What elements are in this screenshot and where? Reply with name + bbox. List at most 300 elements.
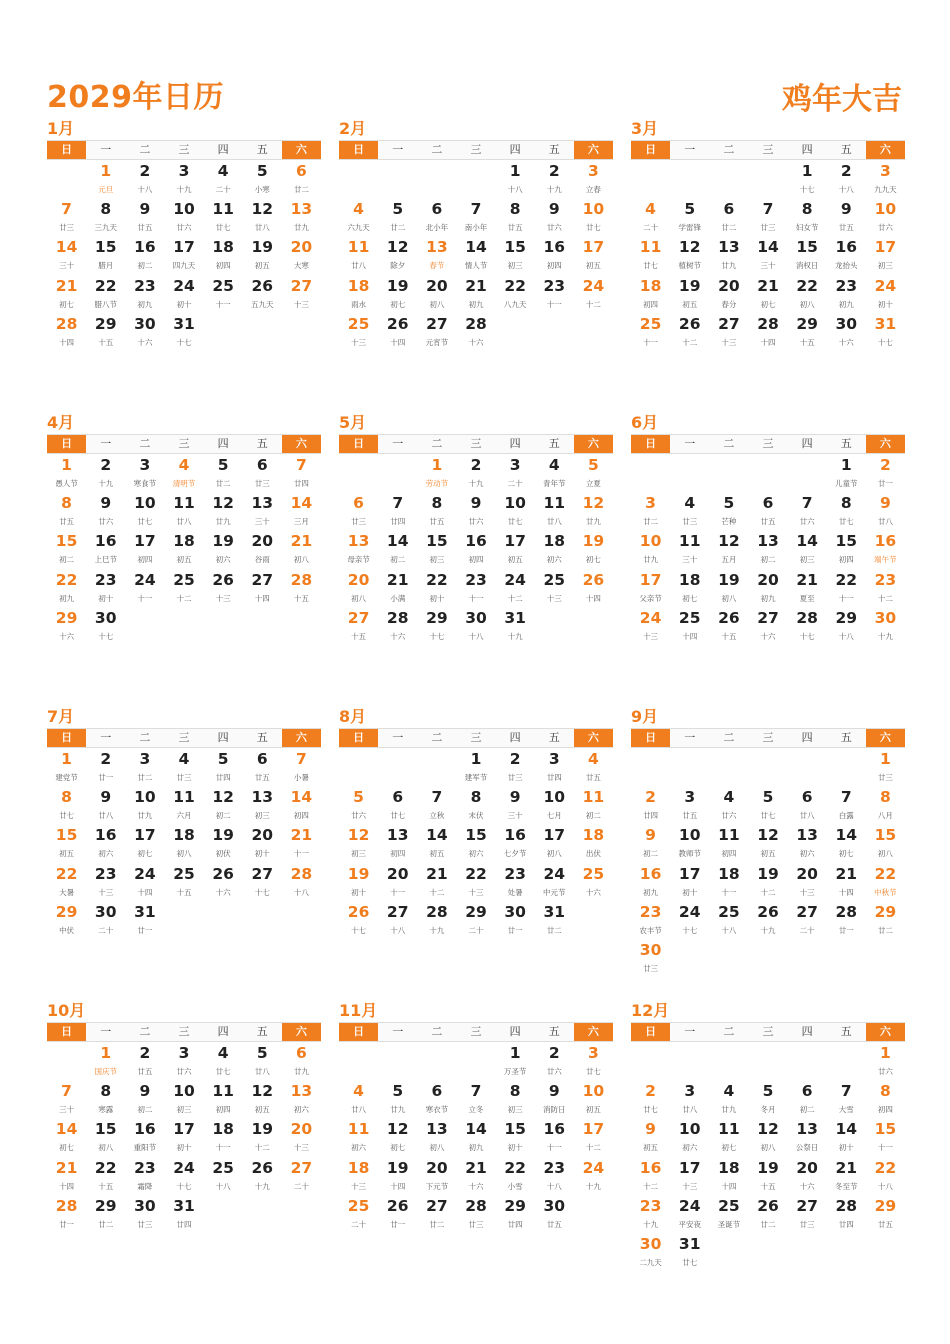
lunar-label: 初三 (429, 555, 445, 565)
lunar-label: 十七 (429, 631, 445, 641)
lunar-label: 廿六 (176, 1067, 192, 1076)
lunar-label: 初七 (585, 555, 601, 565)
day-number: 20 (290, 1120, 313, 1139)
day-cell (339, 786, 378, 824)
day-cell (748, 569, 787, 607)
day-cell (866, 1195, 905, 1233)
lunar-label: 寒衣节 (425, 1105, 449, 1115)
day-number: 25 (173, 570, 195, 589)
day-cell (496, 236, 535, 274)
day-cell (827, 236, 866, 274)
lunar-label: 初二 (137, 1105, 153, 1115)
day-number: 28 (796, 608, 818, 627)
lunar-label: 小寒 (254, 185, 270, 194)
day-cell (788, 275, 827, 313)
day-cell (535, 569, 574, 607)
day-cell (574, 454, 613, 492)
day-number: 6 (392, 788, 404, 807)
day-cell (378, 530, 417, 568)
day-number: 29 (874, 902, 897, 921)
weekday-label: 五 (256, 731, 268, 744)
weekday-label: 一 (100, 731, 112, 744)
day-cell (535, 748, 574, 786)
lunar-label: 十八 (877, 1181, 893, 1191)
day-number: 22 (835, 570, 858, 589)
day-number: 7 (61, 1082, 72, 1101)
lunar-label: 妇女节 (795, 223, 819, 233)
lunar-label: 廿七 (390, 811, 406, 821)
lunar-label: 初七 (390, 1143, 406, 1153)
day-number: 17 (582, 238, 605, 257)
day-cell (378, 863, 417, 901)
weekday-label: 三 (762, 437, 774, 450)
lunar-label: 小满 (390, 593, 406, 603)
empty-cell (709, 748, 748, 786)
day-number: 1 (509, 162, 521, 180)
day-cell (456, 236, 495, 274)
lunar-label: 十六 (585, 887, 601, 897)
day-cell (417, 1080, 456, 1118)
day-cell (631, 901, 670, 939)
lunar-label: 十六 (760, 631, 776, 641)
day-number: 7 (762, 200, 774, 219)
lunar-label: 廿七 (59, 811, 75, 821)
day-cell (204, 198, 243, 236)
day-number: 17 (173, 238, 195, 257)
day-cell (496, 275, 535, 313)
day-cell (378, 313, 417, 351)
month-block (339, 412, 613, 645)
day-cell (670, 1157, 709, 1195)
day-cell (827, 1118, 866, 1156)
day-number: 23 (94, 570, 117, 589)
day-number: 7 (296, 750, 307, 768)
day-cell (47, 863, 86, 901)
lunar-label: 初三 (507, 1105, 523, 1115)
weekday-label: 三 (762, 143, 774, 156)
day-number: 26 (718, 608, 740, 627)
day-number: 4 (353, 200, 364, 219)
lunar-label: 十九 (507, 631, 523, 641)
lunar-label: 初七 (838, 849, 854, 859)
day-cell (204, 236, 243, 274)
day-number: 13 (251, 494, 274, 513)
day-number: 28 (835, 1196, 858, 1215)
day-cell (788, 492, 827, 530)
month-title: 1月 (47, 119, 75, 138)
lunar-label: 三十 (59, 261, 75, 271)
lunar-label: 处暑 (507, 887, 523, 897)
day-cell (282, 454, 321, 492)
day-number: 9 (880, 494, 891, 513)
month-block (339, 118, 613, 351)
day-cell (339, 824, 378, 862)
day-cell (47, 1195, 86, 1233)
lunar-label: 十一 (546, 299, 562, 309)
day-cell (456, 275, 495, 313)
day-number: 18 (173, 532, 195, 551)
lunar-label: 十九 (546, 185, 562, 194)
day-grid (631, 1042, 905, 1271)
lunar-label: 消权日 (795, 261, 819, 271)
day-cell (709, 1157, 748, 1195)
empty-cell (709, 1042, 748, 1080)
day-cell (709, 530, 748, 568)
empty-cell (788, 454, 827, 492)
day-number: 3 (178, 1044, 190, 1062)
month-block (631, 706, 905, 977)
day-cell (339, 275, 378, 313)
day-cell (456, 901, 495, 939)
weekday-header (631, 1022, 905, 1042)
lunar-label: 十八 (838, 631, 854, 641)
day-cell (670, 863, 709, 901)
weekday-label: 六 (574, 729, 613, 747)
day-number: 22 (504, 1158, 526, 1177)
day-cell (574, 1080, 613, 1118)
day-number: 10 (173, 1082, 195, 1101)
lunar-label: 廿二 (546, 925, 562, 935)
lunar-label: 十五 (98, 1181, 114, 1191)
month-title: 8月 (339, 707, 367, 726)
day-number: 27 (796, 1196, 818, 1215)
day-cell (748, 607, 787, 645)
day-cell (243, 824, 282, 862)
day-number: 1 (61, 456, 72, 474)
lunar-label: 十四 (390, 1181, 406, 1191)
lunar-label: 廿五 (838, 223, 854, 233)
day-number: 18 (582, 826, 605, 845)
day-number: 27 (386, 902, 409, 921)
day-cell (709, 492, 748, 530)
day-number: 18 (212, 238, 234, 257)
day-cell (417, 236, 456, 274)
day-number: 27 (290, 1158, 313, 1177)
day-cell (574, 863, 613, 901)
lunar-label: 下元节 (425, 1181, 449, 1191)
weekday-header (47, 728, 321, 748)
day-number: 14 (835, 826, 858, 845)
weekday-label: 六 (866, 141, 905, 159)
day-number: 23 (134, 1158, 156, 1177)
day-cell (456, 313, 495, 351)
lunar-label: 三十 (254, 517, 270, 527)
lunar-label: 三十 (507, 811, 523, 821)
day-number: 7 (61, 200, 72, 219)
lunar-label: 十六 (838, 337, 854, 347)
day-number: 7 (470, 200, 482, 219)
day-cell (86, 901, 125, 939)
day-cell (456, 607, 495, 645)
lunar-label: 廿九 (585, 517, 601, 527)
day-cell (574, 1042, 613, 1080)
day-number: 17 (134, 532, 156, 551)
day-number: 1 (470, 750, 482, 768)
day-cell (709, 569, 748, 607)
day-number: 11 (212, 200, 234, 219)
lunar-label: 端午节 (874, 555, 897, 565)
day-number: 9 (645, 1120, 656, 1139)
day-cell (827, 863, 866, 901)
lunar-label: 廿三 (799, 1219, 815, 1229)
lunar-label: 初四 (137, 555, 153, 565)
day-cell (282, 1042, 321, 1080)
empty-cell (670, 160, 709, 198)
lunar-label: 愚人节 (55, 479, 78, 488)
day-number: 31 (134, 902, 156, 921)
lunar-label: 廿六 (468, 517, 484, 527)
day-number: 20 (426, 1158, 448, 1177)
day-cell (709, 236, 748, 274)
day-grid (631, 748, 905, 977)
day-cell (339, 607, 378, 645)
day-number: 3 (139, 456, 151, 474)
day-number: 5 (217, 750, 229, 768)
lunar-label: 廿三 (351, 517, 367, 527)
lunar-label: 十六 (390, 631, 406, 641)
weekday-label: 日 (47, 1023, 86, 1041)
day-cell (788, 198, 827, 236)
day-cell (86, 1195, 125, 1233)
day-cell (86, 1118, 125, 1156)
day-cell (339, 569, 378, 607)
day-cell (417, 1157, 456, 1195)
month-title: 10月 (47, 1001, 86, 1020)
day-grid (339, 748, 613, 939)
day-cell (164, 198, 203, 236)
weekday-label: 五 (256, 437, 268, 450)
lunar-label: 廿九 (293, 223, 309, 233)
day-number: 21 (796, 570, 818, 589)
day-number: 24 (582, 1158, 605, 1177)
lunar-label: 十九 (468, 479, 484, 488)
day-cell (670, 901, 709, 939)
day-cell (378, 901, 417, 939)
day-cell (866, 863, 905, 901)
day-number: 21 (465, 276, 487, 295)
day-cell (866, 786, 905, 824)
lunar-label: 廿七 (585, 223, 601, 233)
day-number: 8 (100, 200, 112, 219)
lunar-label: 初二 (215, 811, 231, 821)
day-cell (631, 1157, 670, 1195)
day-cell (827, 313, 866, 351)
weekday-label: 三 (178, 143, 190, 156)
lunar-label: 元旦 (98, 185, 114, 194)
day-number: 22 (55, 864, 78, 883)
day-cell (670, 530, 709, 568)
lunar-label: 初二 (59, 555, 75, 565)
day-cell (631, 198, 670, 236)
day-cell (282, 198, 321, 236)
empty-cell (827, 1042, 866, 1080)
day-number: 6 (296, 1044, 307, 1062)
day-cell (243, 198, 282, 236)
day-number: 28 (835, 902, 858, 921)
day-cell (866, 901, 905, 939)
day-number: 11 (173, 494, 195, 513)
lunar-label: 万圣节 (503, 1067, 527, 1076)
lunar-label: 十一 (215, 299, 231, 309)
day-number: 11 (718, 826, 740, 845)
lunar-label: 廿四 (293, 479, 309, 488)
day-cell (125, 275, 164, 313)
lunar-label: 初四 (877, 1105, 893, 1115)
lunar-label: 廿九 (721, 261, 737, 271)
lunar-label: 廿七 (838, 517, 854, 527)
lunar-label: 二十 (468, 925, 484, 935)
day-number: 5 (762, 788, 774, 807)
lunar-label: 十八 (721, 925, 737, 935)
day-cell (417, 1118, 456, 1156)
day-cell (125, 236, 164, 274)
lunar-label: 十二 (507, 593, 523, 603)
day-cell (243, 786, 282, 824)
lunar-label: 初九 (643, 887, 659, 897)
lunar-label: 廿五 (760, 517, 776, 527)
day-cell (417, 786, 456, 824)
lunar-label: 小暑 (293, 773, 309, 782)
day-number: 3 (588, 1044, 599, 1062)
day-cell (456, 454, 495, 492)
lunar-label: 廿三 (877, 773, 893, 782)
day-cell (827, 786, 866, 824)
lunar-label: 廿一 (390, 1219, 406, 1229)
lunar-label: 六九天 (347, 223, 370, 233)
day-cell (631, 313, 670, 351)
day-cell (748, 1080, 787, 1118)
lunar-label: 廿三 (760, 223, 776, 233)
lunar-label: 廿五 (877, 1219, 893, 1229)
day-number: 30 (465, 608, 487, 627)
day-cell (339, 901, 378, 939)
weekday-label: 三 (470, 1025, 482, 1038)
day-number: 2 (100, 750, 112, 768)
day-cell (827, 530, 866, 568)
lunar-label: 十五 (98, 337, 114, 347)
lunar-label: 十八 (838, 185, 854, 194)
day-number: 4 (723, 1082, 735, 1101)
lunar-label: 廿四 (643, 811, 659, 821)
day-cell (204, 530, 243, 568)
lunar-label: 廿六 (351, 811, 367, 821)
day-cell (788, 1157, 827, 1195)
day-number: 2 (880, 456, 891, 474)
day-number: 1 (431, 456, 443, 474)
lunar-label: 出伏 (585, 849, 601, 859)
day-number: 11 (212, 1082, 234, 1101)
month-block (631, 412, 905, 645)
day-cell (204, 748, 243, 786)
day-cell (866, 607, 905, 645)
lunar-label: 父亲节 (639, 593, 662, 603)
weekday-label: 二 (723, 731, 735, 744)
day-cell (243, 530, 282, 568)
day-number: 18 (543, 532, 566, 551)
lunar-label: 初四 (215, 1105, 231, 1115)
day-number: 1 (840, 456, 852, 474)
lunar-label: 十三 (682, 1181, 698, 1191)
month-block (339, 1000, 613, 1233)
lunar-label: 初十 (682, 887, 698, 897)
day-cell (164, 454, 203, 492)
day-number: 9 (509, 788, 521, 807)
lunar-label: 植树节 (678, 261, 701, 271)
weekday-label: 二 (139, 731, 151, 744)
day-number: 18 (173, 826, 195, 845)
lunar-label: 教师节 (678, 849, 701, 859)
day-number: 12 (386, 1120, 409, 1139)
lunar-label: 廿九 (721, 1105, 737, 1115)
month-block (47, 412, 321, 645)
weekday-label: 五 (548, 1025, 560, 1038)
day-number: 21 (835, 1158, 858, 1177)
lunar-label: 十一 (468, 593, 484, 603)
empty-cell (788, 1042, 827, 1080)
day-number: 10 (504, 494, 526, 513)
lunar-label: 廿八 (799, 811, 815, 821)
day-cell (535, 275, 574, 313)
weekday-label: 三 (470, 143, 482, 156)
lunar-label: 十五 (721, 631, 737, 641)
day-number: 28 (426, 902, 448, 921)
day-number: 24 (678, 902, 701, 921)
day-cell (788, 824, 827, 862)
day-cell (86, 786, 125, 824)
day-grid (339, 1042, 613, 1233)
day-cell (535, 1042, 574, 1080)
day-cell (866, 160, 905, 198)
lunar-label: 芒种 (721, 517, 737, 527)
day-number: 9 (100, 788, 112, 807)
day-cell (866, 1080, 905, 1118)
lunar-label: 初四 (390, 849, 406, 859)
lunar-label: 十四 (390, 337, 406, 347)
day-number: 12 (212, 494, 234, 513)
day-number: 7 (392, 494, 404, 513)
day-cell (788, 607, 827, 645)
day-cell (496, 901, 535, 939)
day-number: 18 (212, 1120, 234, 1139)
day-number: 1 (509, 1044, 521, 1062)
day-cell (86, 824, 125, 862)
day-number: 14 (386, 532, 409, 551)
day-cell (866, 530, 905, 568)
day-cell (827, 1080, 866, 1118)
day-cell (574, 748, 613, 786)
lunar-label: 十三 (98, 887, 114, 897)
day-number: 6 (723, 200, 735, 219)
day-cell (204, 275, 243, 313)
day-number: 9 (470, 494, 482, 513)
lunar-label: 廿八 (254, 223, 270, 233)
weekday-label: 二 (723, 1025, 735, 1038)
weekday-header (339, 728, 613, 748)
weekday-header (339, 140, 613, 160)
lunar-label: 十二 (643, 1181, 659, 1191)
day-number: 30 (543, 1196, 566, 1215)
day-cell (164, 160, 203, 198)
day-cell (282, 530, 321, 568)
lunar-label: 初六 (468, 849, 484, 859)
weekday-label: 四 (801, 143, 813, 156)
day-cell (535, 160, 574, 198)
day-number: 9 (548, 200, 560, 219)
day-cell (827, 607, 866, 645)
day-number: 10 (639, 532, 662, 551)
day-number: 12 (757, 826, 779, 845)
day-cell (243, 275, 282, 313)
